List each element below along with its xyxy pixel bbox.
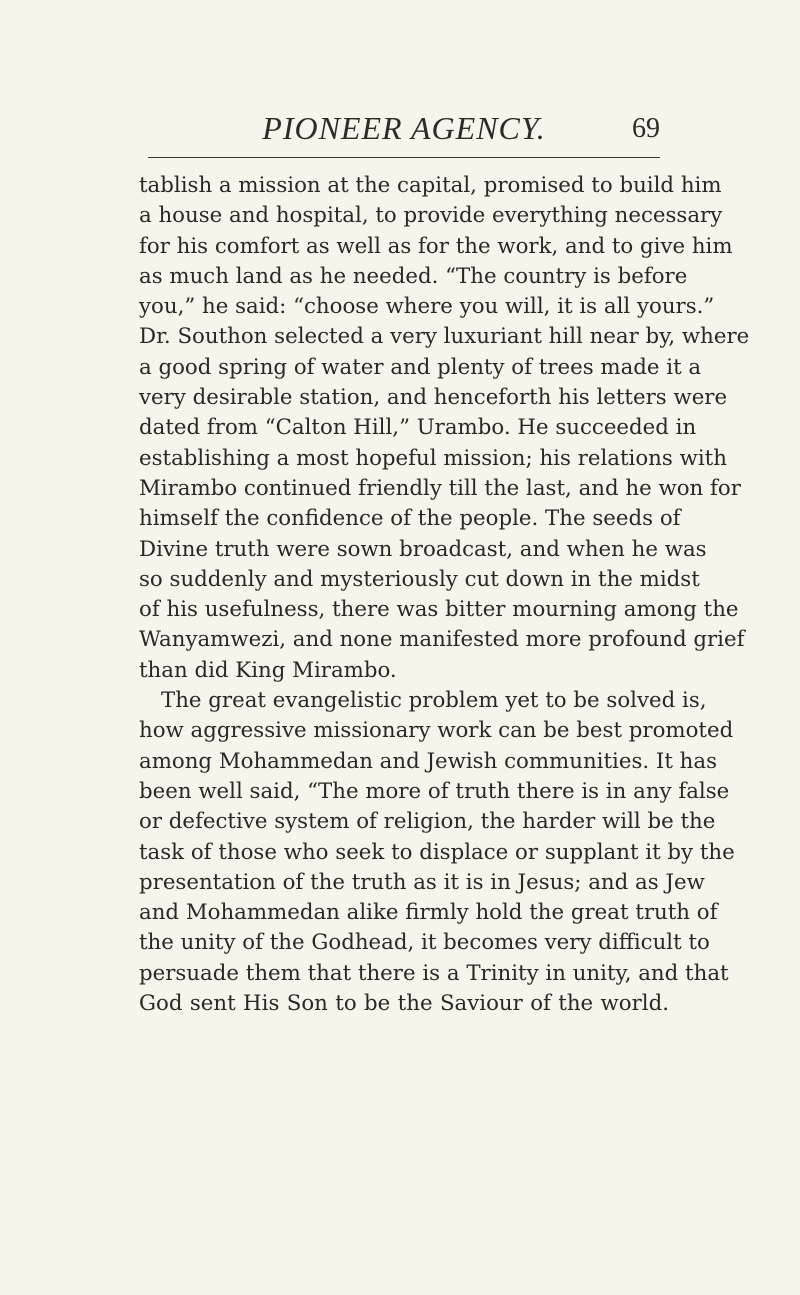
text-line: Divine truth were sown broadcast, and when he was [139,536,707,562]
paragraph-first-line: The great evangelistic problem yet to be solved is, [161,688,707,714]
text-line: Mirambo continued friendly till the last, and he won for [139,475,741,501]
text-line: Dr. Southon selected a very luxuriant hill near by, where [139,324,750,350]
text-line: as much land as he needed. “The country is before [139,263,688,289]
text-line: dated from “Calton Hill,” Urambo. He succeeded in [139,415,697,441]
text-line: a good spring of water and plenty of trees made it a [139,354,702,380]
text-line: you,” he said: “choose where you will, it is all yours.” [139,294,715,320]
body-text [139,171,750,1019]
text-line: the unity of the Godhead, it becomes very difficult to [139,930,710,956]
text-line: and Mohammedan alike firmly hold the great truth of [139,900,718,926]
text-line: very desirable station, and henceforth his letters were [139,385,728,411]
text-line: task of those who seek to displace or supplant it by the [139,839,735,865]
text-line: a house and hospital, to provide everything necessary [139,203,723,229]
text-line: for his comfort as well as for the work, and to give him [139,233,733,259]
text-line: Wanyamwezi, and none manifested more profound grief [139,627,745,653]
text-line: of his usefulness, there was bitter mourning among the [139,597,739,623]
page-number: 69 [632,113,660,144]
text-line: among Mohammedan and Jewish communities. It has [139,748,718,774]
text-line: God sent His Son to be the Saviour of the world. [139,991,669,1017]
text-line: been well said, “The more of truth there is in any false [139,778,730,804]
header-rule [148,157,660,158]
text-line: establishing a most hopeful mission; his relations with [139,445,727,471]
text-line: how aggressive missionary work can be best promoted [139,718,734,744]
running-title: PIONEER AGENCY. [262,110,546,146]
text-line: presentation of the truth as it is in Jesus; and as Jew [139,869,705,895]
paragraph-end-line: than did King Mirambo. [139,657,397,683]
text-line: tablish a mission at the capital, promised to build him [139,173,722,198]
text-line: so suddenly and mysteriously cut down in the midst [139,566,700,592]
text-line: himself the confidence of the people. The seeds of [139,506,681,532]
text-line: persuade them that there is a Trinity in unity, and that [139,960,729,986]
running-head [148,108,660,158]
text-line: or defective system of religion, the harder will be the [139,809,716,835]
